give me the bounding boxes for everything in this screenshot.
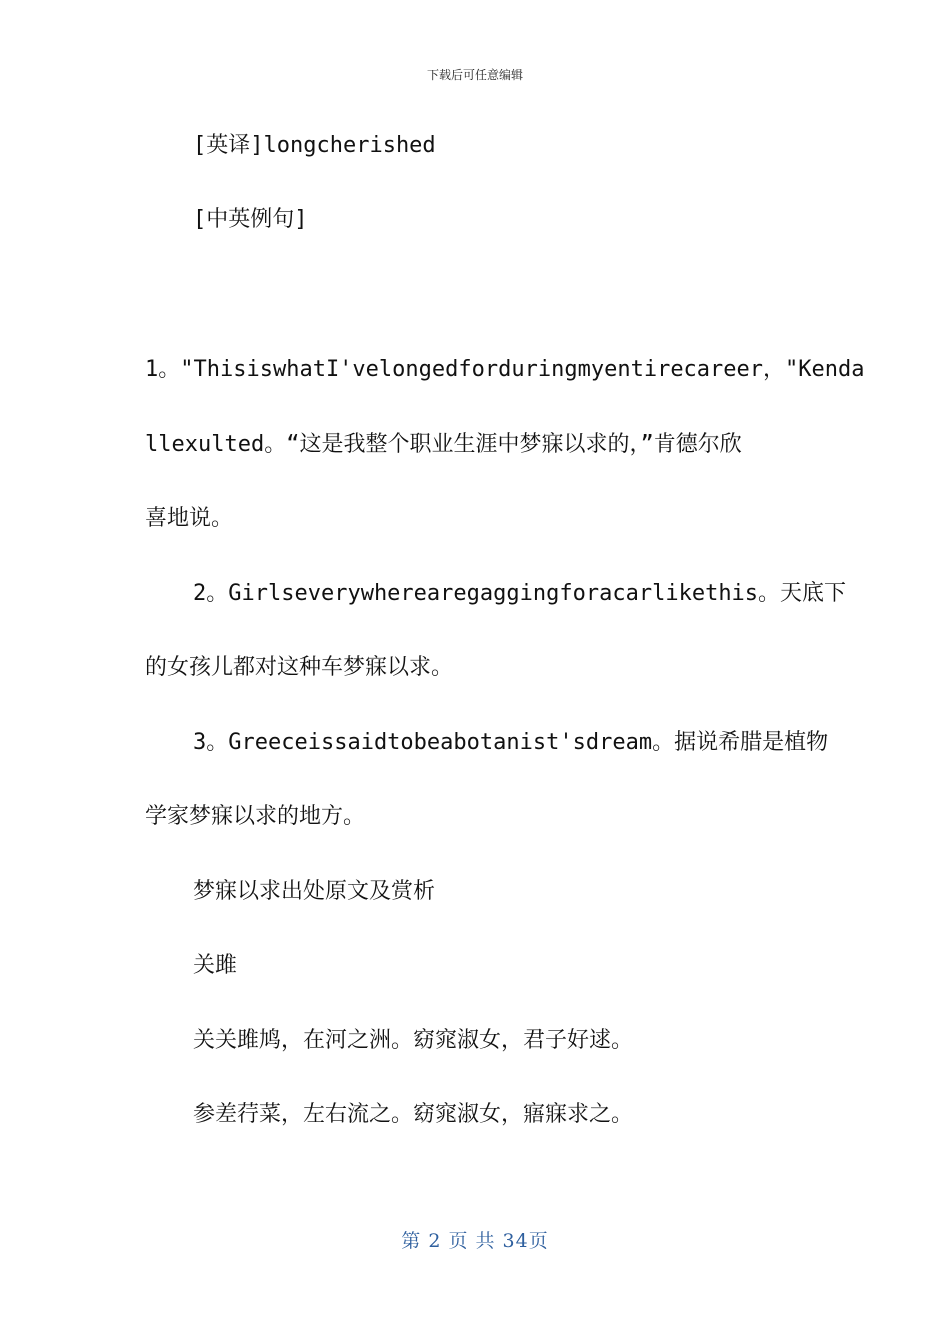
example-2-line-2: 的女孩儿都对这种车梦寐以求。	[145, 655, 454, 680]
example-1-line-3: 喜地说。	[145, 506, 234, 531]
example-3-line-1: 3。Greeceissaidtobeabotanist'sdream。据说希腊是植物	[193, 730, 829, 755]
example-1-line-2: llexulted。“这是我整个职业生涯中梦寐以求的，”肯德尔欣	[145, 432, 742, 457]
poem-line-1: 关关雎鸠，在河之洲。窈窕淑女，君子好逑。	[193, 1028, 634, 1053]
example-sentences-heading: [中英例句]	[193, 207, 308, 232]
poem-line-2: 参差荇菜，左右流之。窈窕淑女，寤寐求之。	[193, 1102, 634, 1127]
english-translation-line: [英译]longcherished	[193, 133, 436, 158]
page-footer: 第 2 页 共 34页	[401, 1230, 549, 1252]
page-header: 下载后可任意编辑	[426, 68, 523, 82]
source-heading: 梦寐以求出处原文及赏析	[193, 879, 436, 904]
poem-title: 关雎	[193, 953, 238, 978]
example-1-line-1: 1。"ThisiswhatI'velongedforduringmyentirecareer，"Kenda	[145, 357, 865, 382]
example-3-line-2: 学家梦寐以求的地方。	[145, 804, 366, 829]
example-2-line-1: 2。Girlseverywherearegaggingforacarlikethis。天底下	[193, 581, 847, 606]
